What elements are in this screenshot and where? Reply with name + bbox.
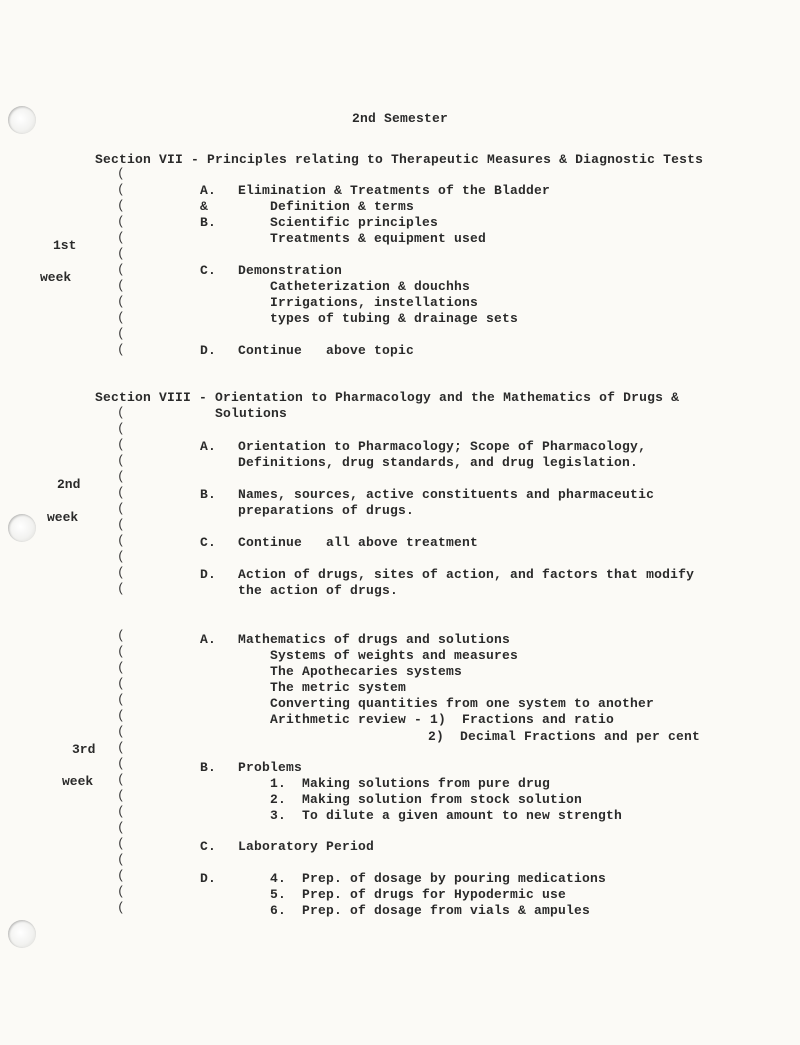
item-text: Mathematics of drugs and solutions [238,632,511,647]
item-text: The metric system [270,680,407,695]
bracket-mark: ( [117,820,125,835]
bracket-mark: ( [117,278,125,293]
item-text: 1. Making solutions from pure drug [270,776,551,791]
item-text: Converting quantities from one system to another [270,696,655,711]
bracket-mark: ( [117,437,125,452]
item-text: types of tubing & drainage sets [270,311,519,326]
item-text: 2. Making solution from stock solution [270,792,583,807]
item-text: the action of drugs. [238,583,399,598]
bracket-mark: ( [117,294,125,309]
bracket-mark: ( [117,644,125,659]
item-mark: C. [200,839,217,854]
item-mark: D. [200,567,217,582]
bracket-mark: ( [117,565,125,580]
item-mark: A. [200,439,217,454]
bracket-mark: ( [117,868,125,883]
item-text: Names, sources, active constituents and pharmaceutic [238,487,655,502]
item-text: Continue above topic [238,343,415,358]
section-heading: Section VII - Principles relating to Therapeutic Measures & Diagnostic Tests [95,152,704,167]
item-text: Action of drugs, sites of action, and factors that modify [238,567,695,582]
item-text: Systems of weights and measures [270,648,519,663]
punch-hole [8,514,36,542]
bracket-mark: ( [117,310,125,325]
bracket-mark: ( [117,788,125,803]
bracket-mark: ( [117,262,125,277]
bracket-mark: ( [117,533,125,548]
bracket-mark: ( [117,230,125,245]
bracket-mark: ( [117,660,125,675]
bracket-mark: ( [117,724,125,739]
item-text: 6. Prep. of dosage from vials & ampules [270,903,591,918]
item-text: The Apothecaries systems [270,664,463,679]
item-text: Treatments & equipment used [270,231,487,246]
item-text: Definitions, drug standards, and drug legislation. [238,455,639,470]
bracket-mark: ( [117,469,125,484]
bracket-mark: ( [117,214,125,229]
item-text: Problems [238,760,303,775]
item-mark: C. [200,263,217,278]
bracket-mark: ( [117,852,125,867]
item-mark: C. [200,535,217,550]
section-heading: Section VIII - Orientation to Pharmacology and the Mathematics of Drugs & [95,390,680,405]
item-text: Scientific principles [270,215,439,230]
item-text: Demonstration [238,263,343,278]
section-heading-continued: Solutions [215,406,288,421]
bracket-mark: ( [117,884,125,899]
item-mark: D. [200,871,217,886]
bracket-mark: ( [117,501,125,516]
item-mark: A. [200,183,217,198]
item-mark: A. [200,632,217,647]
punch-hole [8,920,36,948]
item-text: Orientation to Pharmacology; Scope of Pharmacology, [238,439,647,454]
item-text: Elimination & Treatments of the Bladder [238,183,551,198]
item-mark: B. [200,760,217,775]
bracket-mark: ( [117,517,125,532]
item-text: Arithmetic review - 1) Fractions and ratio [270,712,615,727]
week-label: week [47,510,79,525]
item-mark: & [200,199,209,214]
item-text: Continue all above treatment [238,535,479,550]
week-number: 3rd [72,742,96,757]
item-mark: B. [200,487,217,502]
bracket-mark: ( [117,628,125,643]
item-text: 3. To dilute a given amount to new strength [270,808,623,823]
bracket-mark: ( [117,421,125,436]
item-mark: B. [200,215,217,230]
bracket-mark: ( [117,581,125,596]
week-number: 2nd [57,477,81,492]
item-text: Definition & terms [270,199,415,214]
bracket-mark: ( [117,405,125,420]
bracket-mark: ( [117,708,125,723]
bracket-mark: ( [117,182,125,197]
bracket-mark: ( [117,692,125,707]
bracket-mark: ( [117,485,125,500]
item-mark: D. [200,343,217,358]
week-label: week [62,774,94,789]
bracket-mark: ( [117,836,125,851]
bracket-mark: ( [117,804,125,819]
bracket-mark: ( [117,246,125,261]
bracket-mark: ( [117,198,125,213]
bracket-mark: ( [117,756,125,771]
bracket-mark: ( [117,549,125,564]
item-text: Catheterization & douchhs [270,279,471,294]
bracket-mark: ( [117,166,125,181]
bracket-mark: ( [117,772,125,787]
item-text: Laboratory Period [238,839,375,854]
week-number: 1st [53,238,77,253]
bracket-mark: ( [117,453,125,468]
bracket-mark: ( [117,342,125,357]
item-text: 2) Decimal Fractions and per cent [428,729,701,744]
bracket-mark: ( [117,740,125,755]
bracket-mark: ( [117,326,125,341]
item-text: 5. Prep. of drugs for Hypodermic use [270,887,567,902]
bracket-mark: ( [117,900,125,915]
week-label: week [40,270,72,285]
bracket-mark: ( [117,676,125,691]
page-title: 2nd Semester [352,111,449,126]
punch-hole [8,106,36,134]
item-text: Irrigations, instellations [270,295,479,310]
item-text: preparations of drugs. [238,503,415,518]
item-text: 4. Prep. of dosage by pouring medications [270,871,607,886]
